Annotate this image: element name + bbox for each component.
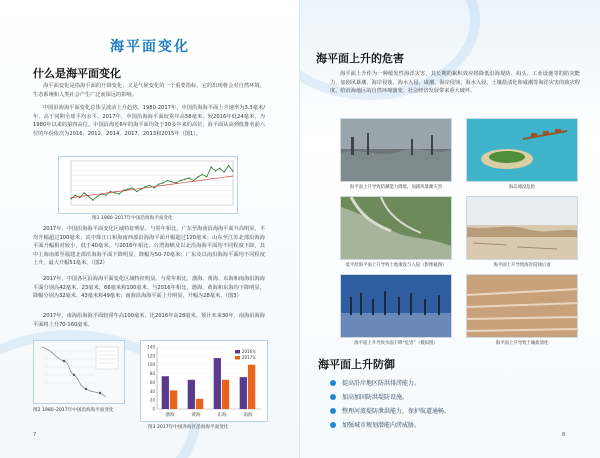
data-point [132,187,133,188]
figure-3 [140,340,268,422]
data-point [210,166,211,167]
bar-东海-2017年 [222,380,229,409]
paragraph-1: 海平面变化是指海平面的升降变化，又是气候变化的一个重要指标，它的出现将会对自然环境、生态系统和人类社会产生广泛而深远的影响。 [33,83,265,98]
right-section-title: 海平面上升的危害 [316,52,404,65]
figure-2-map [33,340,125,404]
bullet-icon [330,380,336,386]
coast-erosion-photo [466,196,578,260]
dead-trees-photo [340,274,452,338]
bar-黄海-2017年 [196,399,203,409]
bar-黄海-2016年 [188,380,195,409]
data-point [162,182,163,183]
paragraph-5: 2017年，南海沿海海平面较常年高100毫米，比2016年高28毫米。预计未来30年，南海沿海海平面将上升70-160毫米。 [33,313,265,328]
x-tick-label: 黄海 [191,413,201,418]
photo-caption-1: 海平面上升导致防潮能力降低，加剧风暴潮灾害 [349,185,443,190]
y-tick-label: 120 [147,353,155,359]
defense-item-text: 整理河流堤防泄洪能力，保护航道通畅。 [342,408,451,415]
data-point [79,197,80,198]
bullet-icon [330,408,336,414]
x-tick-label: 东海 [217,413,227,418]
storm-surge-photo [340,118,452,182]
bullet-icon [330,422,336,428]
section-title: 什么是海平面变化 [33,67,121,80]
sea-area-bar-chart [141,341,267,421]
page-number-left: 7 [33,432,37,438]
coastline-map-icon [34,341,124,403]
data-point [149,185,150,186]
data-point [75,195,76,196]
defense-item-text: 加高加固防洪堤防设施。 [342,394,409,401]
data-point [202,174,203,175]
data-point [70,198,71,199]
island-resort-photo [466,118,578,182]
paragraph-4: 2017年，中国各区沿海海平面变化区域特征明显。与常年相比，渤海、黄海、东海和南海沿海海平面分别高42毫米、23毫米、66毫米和100毫米。与2016年相比，渤海、黄海和东海均下降明显，降幅分别为32毫米、43毫米和49毫米；南海沿海海平面上升明显，升幅为28毫米。（图3） [33,276,265,300]
defense-item [330,378,420,387]
bar-东海-2016年 [214,358,221,409]
data-point [114,192,115,193]
data-point [110,191,111,192]
y-tick-label: 40 [149,388,155,394]
paragraph-2: 中国沿海海平面变化总体呈波动上升趋势。1980-2017年，中国沿海海平面上升速率为3.3毫米/年，高于同期全球平均水平。2017年，中国沿海海平面较常年高58毫米，较2016年低24毫米，为1980年以来的第四高位。中国沿海近6年的海平面均处于30多年来的高位，海平面从高到低排名前六位的年份依次为2016、2012、2014、2017、2013和2015年（图1）。 [33,105,265,137]
data-point [197,176,198,177]
data-point [92,199,93,200]
legend-entry: 2016年 [242,349,257,355]
legend-swatch [235,356,240,360]
data-point [158,184,159,185]
y-tick-label: 140 [147,344,155,350]
legend-swatch [235,350,240,354]
bar-渤海-2016年 [162,376,169,409]
figure-3-caption: 图3 2017年中国各海区沿海海平面变化 [148,425,229,430]
defense-item [330,406,450,415]
y-tick-label: 20 [149,397,155,403]
data-point [88,196,89,197]
y-tick-label: 80 [149,371,155,377]
page-number-right: 8 [562,432,566,438]
data-point [228,165,229,166]
x-tick-label: 渤海 [165,413,175,418]
data-point [136,191,137,192]
photo-caption-3: 低平原海平面上升导致土地淹没与入侵（影像截图） [345,263,447,268]
bar-南海-2017年 [248,365,255,409]
defense-item-text: 提高沿岸地区防洪排涝能力。 [342,380,421,387]
photo-caption-4: 海平面上升导致海岸侵蚀后退 [493,263,551,268]
data-point [118,193,119,194]
data-point [180,180,181,181]
paragraph-3: 2017年，中国沿海海平面变化区域特征明显。与常年相比，广东至海南沿海海平面升高明显，平均升幅超过100毫米；其中珠江口和海南西部沿海海平面升幅超过120毫米；山东至江苏北部沿海海平面升幅相对较小，低于40毫米。与2016年相比，台湾海峡及以北沿海海平面均不同程度下降，其中上海南部至福建北部沿海海平面下降明显，降幅为50-70毫米；广东及以南沿海海平面均不同程度上升，最大升幅51毫米。（图2） [33,226,265,267]
data-point [83,192,84,193]
defense-item-text: 加强城市规划潜能内涝威胁。 [342,422,421,429]
data-point [171,181,172,182]
data-point [105,195,106,196]
data-point [153,187,154,188]
data-point [184,179,185,180]
x-tick-label: 南海 [243,413,253,418]
data-point [215,170,216,171]
photo-caption-2: 海岛淹没危险 [508,185,536,190]
data-point [145,186,146,187]
y-tick-label: 0 [152,406,155,412]
chapter-title: 海平面变化 [110,39,190,55]
data-point [189,177,190,178]
data-point [232,171,233,172]
figure-1 [58,156,238,214]
data-point [97,196,98,197]
y-tick-label: 100 [147,362,155,368]
photo-caption-6: 海平面上升导致土壤盐渍化 [495,341,549,346]
defense-item [330,420,420,429]
data-point [127,188,128,189]
bullet-icon [330,394,336,400]
right-intro: 海平面上升作为一种缓发性海洋灾害，其长期的累积效应将降低沿海堤防、码头、工业设施等的防灾能力，加剧风暴潮、海岸侵蚀、海水入侵、咸潮、海岸侵蚀、海水入侵、土壤盐渍化和咸潮等海洋灾害的致灾程度，给沿海地区的自然环境演变、社会经济发展带来重大破坏。 [330,71,580,95]
photo-caption-5: 海平面上升导致水面下降“危害”（模拟图） [354,341,438,346]
defense-item [330,392,408,401]
delta-satellite-photo [340,196,452,260]
figure-2-caption: 图2 1980–2017年中国沿海海平面变化 [33,408,114,413]
figure-1-caption: 图1 1980–2017年中国沿海海平面变化 [92,216,173,221]
defense-title: 海平面上升防御 [318,358,395,371]
data-point [224,171,225,172]
data-point [167,180,168,181]
data-point [219,168,220,169]
salinized-soil-photo [466,274,578,338]
bar-渤海-2017年 [170,390,177,409]
legend-entry: 2017年 [242,355,257,361]
bar-南海-2016年 [240,377,247,409]
data-point [206,176,207,177]
sea-level-line-chart [59,157,237,213]
y-tick-label: 60 [149,379,155,385]
